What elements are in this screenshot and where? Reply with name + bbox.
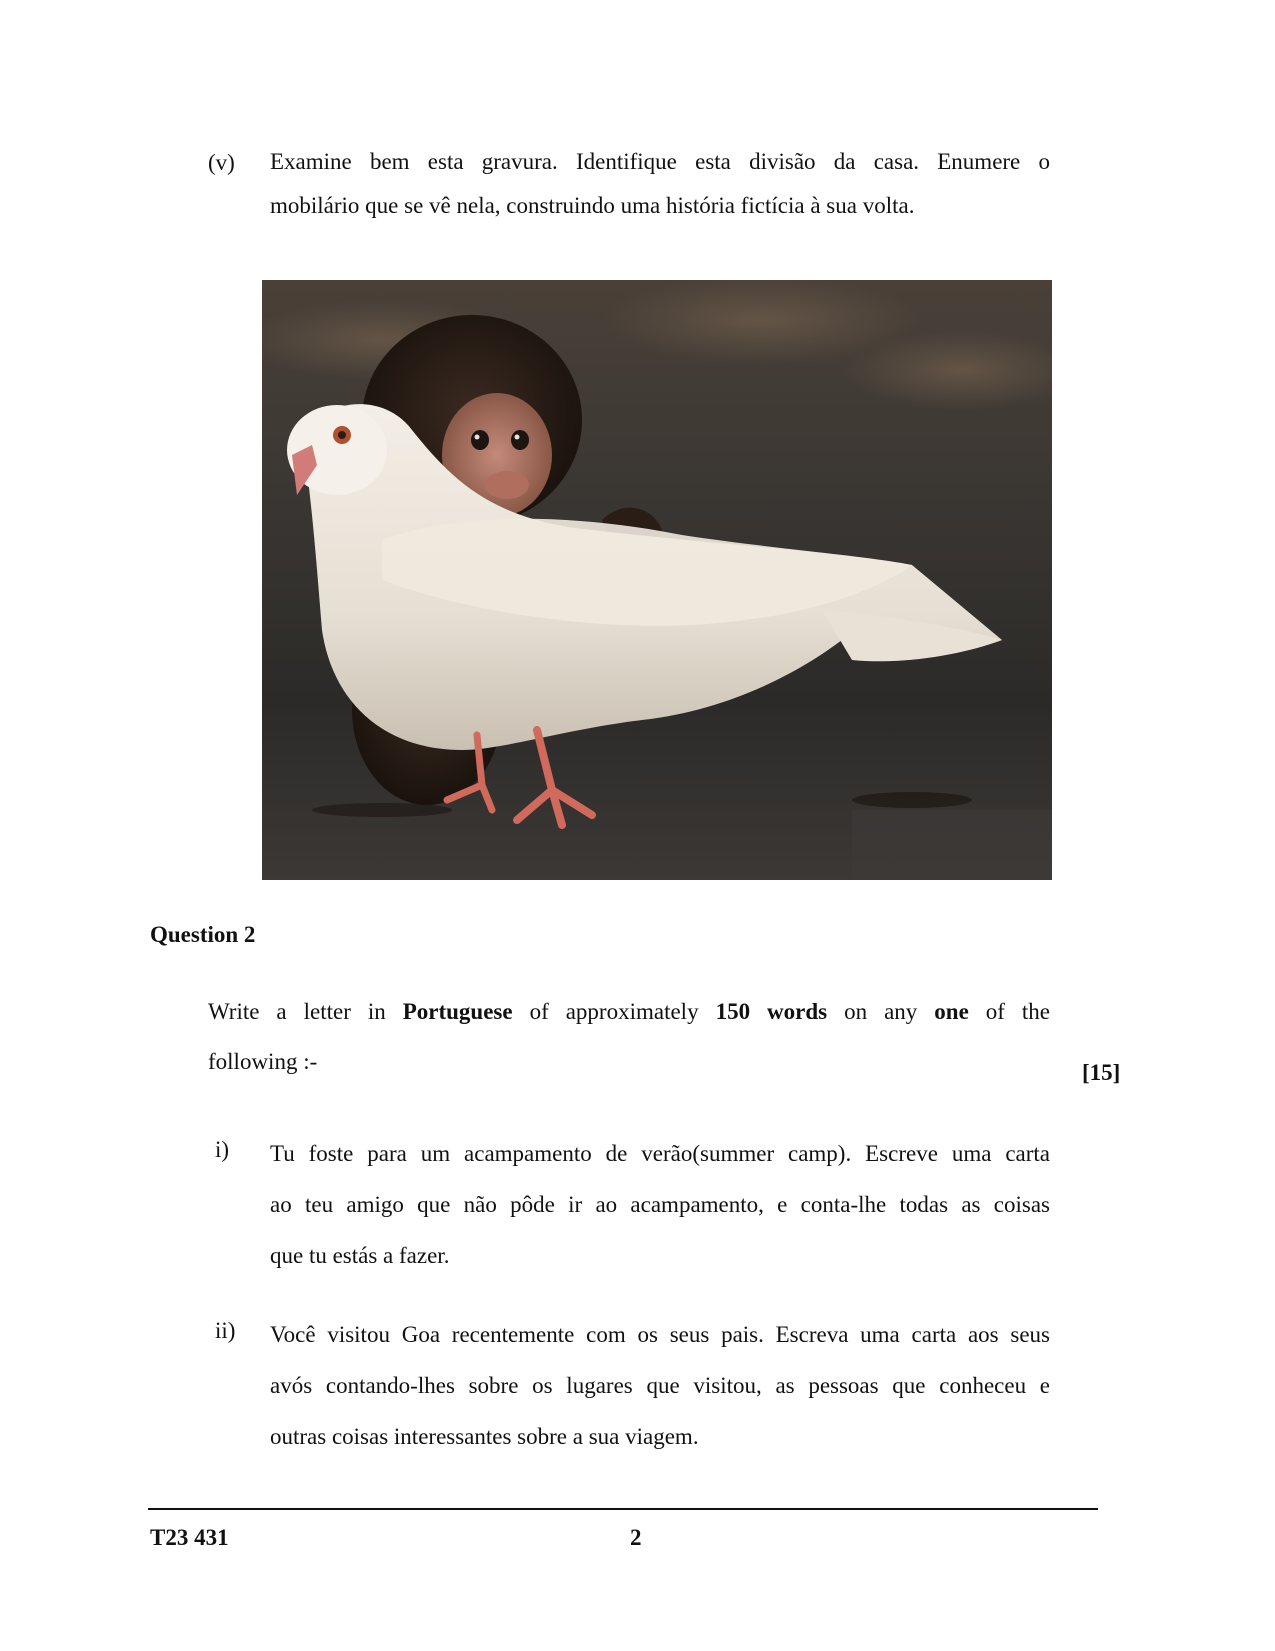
intro-text: of approximately	[529, 999, 699, 1024]
question-2-heading: Question 2	[150, 922, 256, 947]
text-line: mobilário que se vê nela, construindo uma história fictícia à sua volta.	[270, 193, 915, 218]
page-number: 2	[630, 1525, 642, 1550]
item-number-ii: ii)	[215, 1318, 236, 1343]
monkey-and-dove-photo	[262, 280, 1052, 880]
q2-item-ii-text	[270, 1309, 1050, 1462]
text-line: Você visitou Goa recentemente com os seus pais. Escreva uma carta aos seus	[270, 1322, 1050, 1347]
text-line: que tu estás a fazer.	[270, 1243, 450, 1268]
text-line: Tu foste para um acampamento de verão(summer camp). Escreve uma carta	[270, 1141, 1050, 1166]
text-line: ao teu amigo que não pôde ir ao acampamento, e conta-lhe todas as coisas	[270, 1192, 1050, 1217]
intro-text: of the	[985, 999, 1051, 1024]
q2-intro	[208, 990, 1050, 1084]
paper-code: T23 431	[150, 1525, 229, 1550]
q2-intro-line-2: following :-	[208, 1049, 318, 1074]
intro-text: on any	[844, 999, 918, 1024]
marks-label: [15]	[1082, 1060, 1121, 1085]
item-number-v: (v)	[208, 150, 235, 175]
text-line: Examine bem esta gravura. Identifique esta divisão da casa. Enumere o	[270, 149, 1050, 174]
footer-divider	[148, 1508, 1098, 1510]
text-line: avós contando-lhes sobre os lugares que visitou, as pessoas que conheceu e	[270, 1373, 1050, 1398]
intro-bold-one: one	[934, 999, 969, 1024]
q2-item-i-text	[270, 1128, 1050, 1281]
intro-bold-language: Portuguese	[402, 999, 513, 1024]
intro-bold-wordcount: 150 words	[715, 999, 828, 1024]
item-number-i: i)	[215, 1137, 230, 1162]
q1v-text	[270, 140, 1050, 228]
text-line: outras coisas interessantes sobre a sua viagem.	[270, 1424, 699, 1449]
intro-text: Write a letter in	[208, 999, 386, 1024]
q2-intro-line-1	[208, 990, 1050, 1034]
